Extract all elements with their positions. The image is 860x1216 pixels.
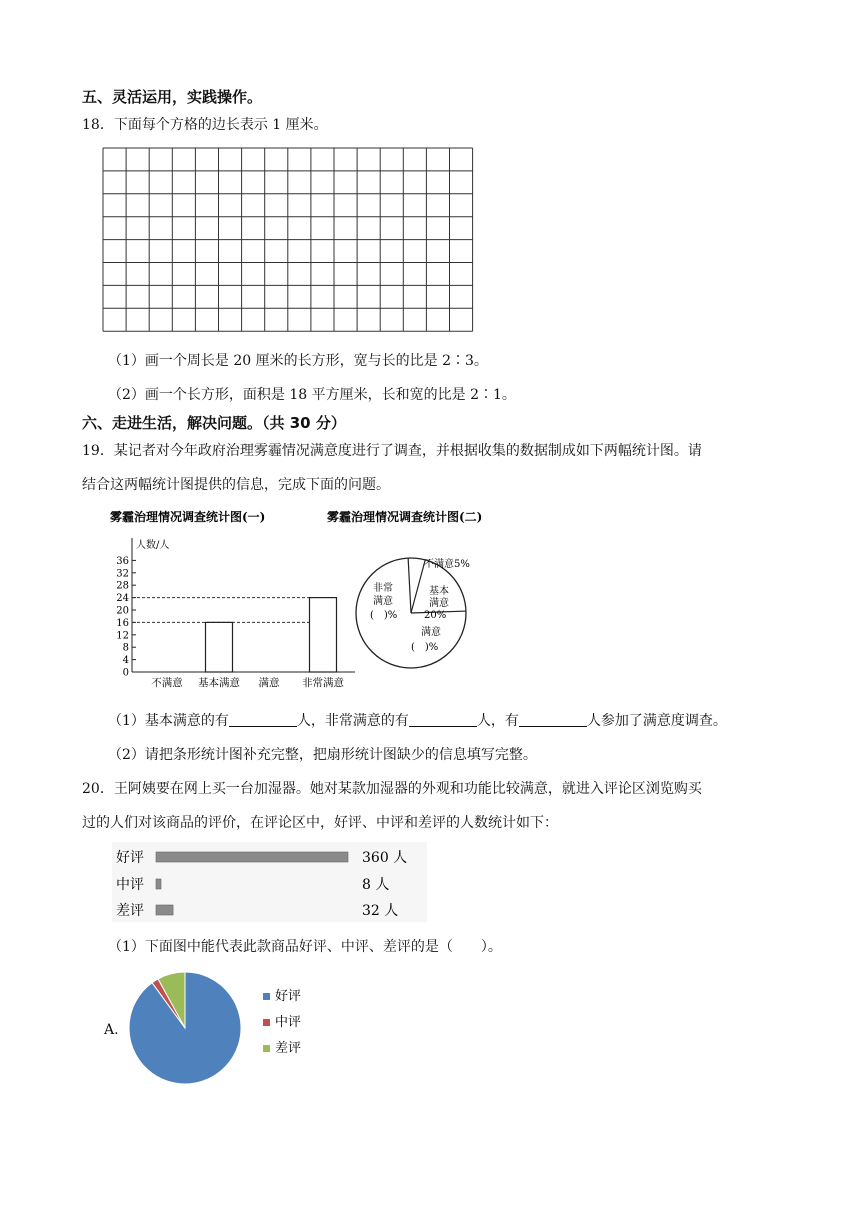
review-category-label: 差评 <box>116 903 144 919</box>
pie-label-satisfied-pct: ( )% <box>411 642 439 653</box>
y-tick-label: 12 <box>116 630 129 642</box>
square-grid <box>102 147 474 333</box>
question-19-line-1 <box>82 440 702 460</box>
option-a-pie-chart <box>125 970 325 1088</box>
x-tick-label: 不满意 <box>151 677 183 689</box>
pie-label-basic-2: 满意 <box>429 598 449 609</box>
pie-label-basic-pct: 20% <box>424 610 447 621</box>
pie-chart-title: 雾霾治理情况调查统计图(二) <box>327 510 483 524</box>
question-20-line-1 <box>82 778 702 798</box>
review-value-label: 8 人 <box>362 877 390 893</box>
legend-label: 好评 <box>275 989 302 1004</box>
bar-chart-survey <box>105 505 360 695</box>
y-tick-label: 4 <box>122 655 129 667</box>
section-6-heading: 六、走进生活，解决问题。（共 30 分） <box>82 414 346 432</box>
question-18-stem <box>82 114 328 134</box>
review-category-label: 好评 <box>116 850 144 866</box>
y-tick-label: 32 <box>116 568 129 580</box>
x-tick-label: 满意 <box>258 677 280 689</box>
q19-text-c: 人，有 <box>476 713 519 729</box>
review-bar-chart <box>112 842 427 922</box>
bar-chart-title: 雾霾治理情况调查统计图(一) <box>110 510 266 524</box>
question-18-part-1: （1）画一个周长是 20 厘米的长方形，宽与长的比是 2∶3。 <box>108 353 488 369</box>
bar-基本满意 <box>206 622 233 672</box>
pie-label-very-1: 非常 <box>373 583 393 594</box>
section-5-heading: 五、灵活运用，实践操作。 <box>82 88 263 106</box>
y-tick-label: 36 <box>116 555 129 567</box>
review-value-label: 360 人 <box>362 850 408 866</box>
q19-text-a: （1）基本满意的有 <box>108 713 229 729</box>
question-19-part-2: （2）请把条形统计图补充完整，把扇形统计图缺少的信息填写完整。 <box>108 747 537 763</box>
review-bar-好评 <box>156 852 348 862</box>
legend-swatch <box>263 1019 270 1026</box>
pie-label-very-pct: ( )% <box>370 610 398 621</box>
answer-blank-very-satisfied[interactable] <box>409 712 477 727</box>
question-19-number: 19． <box>82 443 114 459</box>
question-18-number: 18． <box>82 117 114 133</box>
pie-label-basic-1: 基本 <box>429 586 449 597</box>
legend-swatch <box>263 1045 270 1052</box>
question-18-part-2: （2）画一个长方形，面积是 18 平方厘米，长和宽的比是 2∶1。 <box>108 387 516 403</box>
question-19-text-line-1: 某记者对今年政府治理雾霾情况满意度进行了调查，并根据收集的数据制成如下两幅统计图。请 <box>113 443 702 459</box>
review-category-label: 中评 <box>116 877 144 893</box>
y-tick-label: 20 <box>116 605 129 617</box>
y-tick-label: 16 <box>116 617 129 629</box>
review-bar-中评 <box>156 879 161 889</box>
legend-label: 中评 <box>275 1015 302 1030</box>
y-tick-label: 0 <box>122 667 129 679</box>
review-value-label: 32 人 <box>362 903 399 919</box>
review-bar-差评 <box>156 905 173 915</box>
question-18-text: 下面每个方格的边长表示 1 厘米。 <box>113 117 328 133</box>
bar-chart-y-label: 人数/人 <box>136 540 170 551</box>
y-tick-label: 24 <box>116 593 129 605</box>
y-tick-label: 28 <box>116 580 129 592</box>
question-20-line-2: 过的人们对该商品的评价，在评论区中，好评、中评和差评的人数统计如下： <box>82 815 558 831</box>
question-20-part-1: （1）下面图中能代表此款商品好评、中评、差评的是（ ）。 <box>108 939 502 955</box>
legend-label: 差评 <box>275 1041 302 1056</box>
question-20-number: 20． <box>82 781 114 797</box>
option-a-label: A. <box>104 1022 119 1038</box>
question-19-part-1 <box>108 710 727 730</box>
q19-text-b: 人，非常满意的有 <box>296 713 409 729</box>
x-tick-label: 非常满意 <box>302 677 344 689</box>
y-tick-label: 8 <box>122 642 129 654</box>
x-tick-label: 基本满意 <box>198 677 240 689</box>
question-19-line-2: 结合这两幅统计图提供的信息，完成下面的问题。 <box>82 477 390 493</box>
answer-blank-total[interactable] <box>519 712 587 727</box>
legend-swatch <box>263 993 270 1000</box>
answer-blank-basic-satisfied[interactable] <box>229 712 297 727</box>
question-20-text-line-1: 王阿姨要在网上买一台加湿器。她对某款加湿器的外观和功能比较满意，就进入评论区浏览购买 <box>113 781 702 797</box>
pie-label-unsatisfied: 不满意5% <box>424 559 470 570</box>
pie-label-very-2: 满意 <box>373 596 393 607</box>
pie-chart-survey <box>325 505 500 680</box>
pie-label-satisfied: 满意 <box>421 627 441 638</box>
q19-text-d: 人参加了满意度调查。 <box>586 713 727 729</box>
